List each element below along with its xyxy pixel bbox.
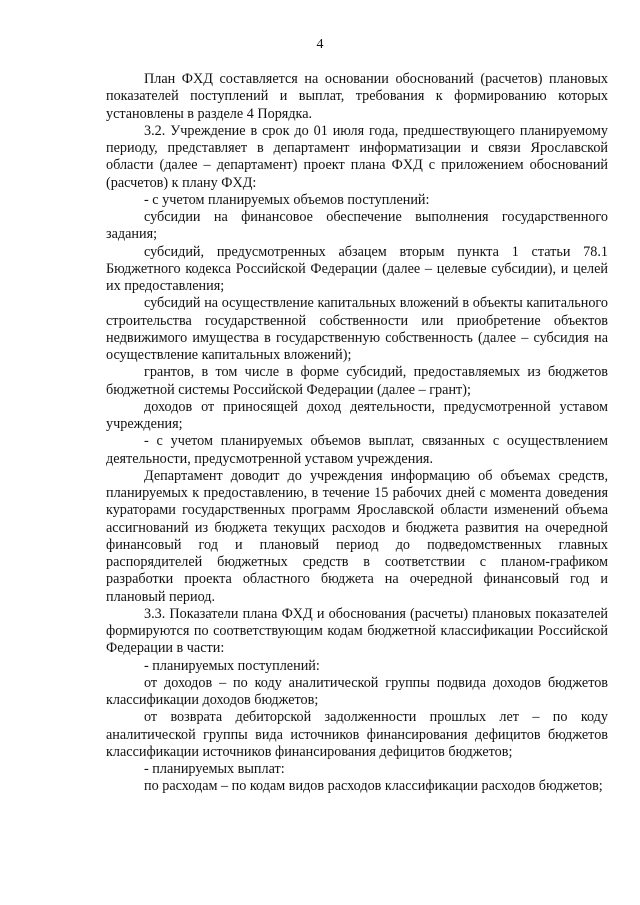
- paragraph-capital-subsidy: субсидий на осуществление капитальных вложений в объекты капитального строительства государственной собственности или приобретение объектов недвижимого имущества в государственную собственность (далее – субсидия на осуществление капитальных вложений);: [106, 295, 608, 363]
- paragraph-planned-payments: - планируемых выплат:: [144, 761, 285, 777]
- paragraph-payments-heading: - с учетом планируемых объемов выплат, связанных с осуществлением деятельности, предусмотренной уставом учреждения.: [106, 433, 608, 467]
- paragraph-3-3: 3.3. Показатели плана ФХД и обоснования (расчеты) плановых показателей формируются по соответствующим кодам бюджетной классификации Российской Федерации в части:: [106, 605, 608, 657]
- paragraph-planned-receipts: - планируемых поступлений:: [144, 657, 320, 674]
- paragraph-plan-basis: План ФХД составляется на основании обоснований (расчетов) плановых показателей поступлений и выплат, требования к формированию которых установлены в разделе 4 Порядка.: [106, 71, 608, 122]
- paragraph-receipts-heading: - с учетом планируемых объемов поступлений:: [144, 191, 430, 208]
- body-text: [106, 71, 608, 796]
- paragraph-debt-return-codes: от возврата дебиторской задолженности прошлых лет – по коду аналитической группы вида источников финансирования дефицитов бюджетов классификации источников финансирования дефицитов бюджетов;: [106, 709, 608, 760]
- paragraph-income-codes: от доходов – по коду аналитической группы подвида доходов бюджетов классификации доходов бюджетов;: [106, 674, 608, 708]
- paragraph-income-activity: доходов от приносящей доход деятельности, предусмотренной уставом учреждения;: [106, 398, 608, 432]
- paragraph-3-2: 3.2. Учреждение в срок до 01 июля года, предшествующего планируемому периоду, представляет в департамент информатизации и связи Ярославской области (далее – департамент) проект плана ФХД с приложением обоснований (расчетов) к плану ФХД:: [106, 122, 608, 191]
- paragraph-expense-codes: по расходам – по кодам видов расходов классификации расходов бюджетов;: [144, 778, 603, 795]
- paragraph-state-task-subsidy: субсидии на финансовое обеспечение выполнения государственного задания;: [106, 209, 608, 243]
- paragraph-department-notice: Департамент доводит до учреждения информацию об объемах средств, планируемых к предоставлению, в течение 15 рабочих дней с момента доведения кураторами государственных программ Ярославской области изменений объема ассигнований из бюджета текущих расходов и бюджета развития на очередной финансовый год и плановый период до подведомственных главных распорядителей бюджетных средств в соответствии с планом-графиком разработки проекта областного бюджета на очередной финансовый год и плановый период.: [106, 467, 608, 605]
- paragraph-grants: грантов, в том числе в форме субсидий, предоставляемых из бюджетов бюджетной системы Российской Федерации (далее – грант);: [106, 364, 608, 398]
- page-number: 4: [316, 37, 324, 52]
- paragraph-target-subsidies: субсидий, предусмотренных абзацем вторым пункта 1 статьи 78.1 Бюджетного кодекса Российской Федерации (далее – целевые субсидии), и целей их предоставления;: [106, 243, 608, 294]
